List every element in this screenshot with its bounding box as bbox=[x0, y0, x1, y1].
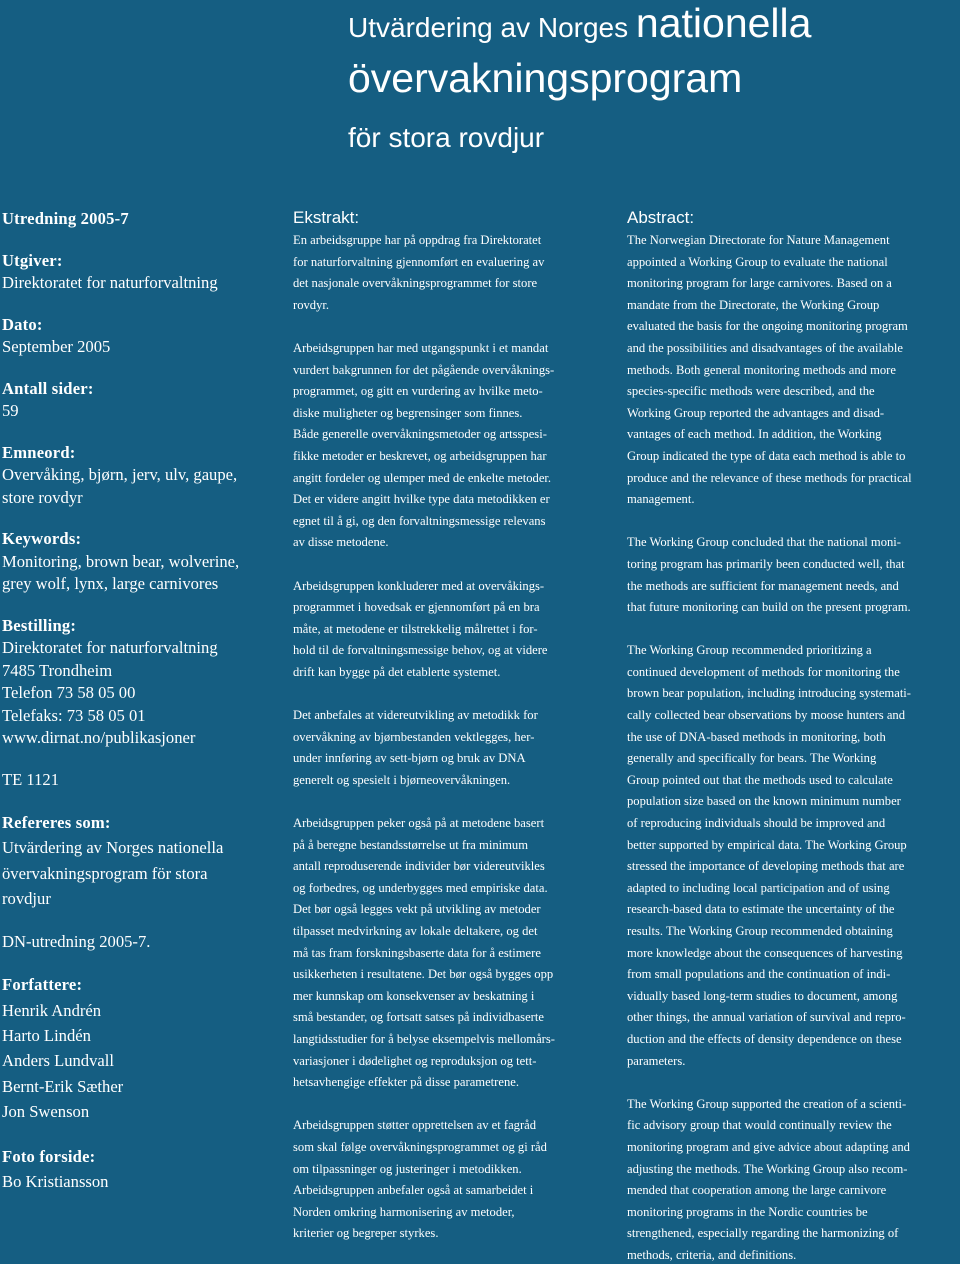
paragraph-line: overvåkning av bjørnbestanden vektlegges, her- bbox=[293, 729, 535, 744]
paragraph-line: monitoring programs in the Nordic countries be bbox=[627, 1204, 868, 1219]
paragraph-line: methods, criteria, and definitions. bbox=[627, 1247, 797, 1262]
paragraph-line: generally and specifically for bears. The Working bbox=[627, 751, 877, 766]
paragraph-line: Både generelle overvåkningsmetoder og artsspesi- bbox=[293, 427, 547, 442]
citation-line: övervakningsprogram för stora bbox=[2, 863, 208, 883]
abstract-heading: Abstract: bbox=[627, 208, 695, 227]
paragraph-line: management. bbox=[627, 492, 695, 507]
paragraph-line: the methods are sufficient for management needs, and bbox=[627, 578, 899, 593]
paragraph-line: results. The Working Group recommended obtaining bbox=[627, 924, 893, 938]
paragraph bbox=[293, 338, 593, 554]
extract-heading: Ekstrakt: bbox=[293, 208, 360, 227]
paragraph bbox=[627, 532, 957, 618]
paragraph-line: diske muligheter og begrensinger som finnes. bbox=[293, 405, 523, 420]
paragraph-line: vantages of each method. In addition, the Working bbox=[627, 427, 882, 442]
paragraph-line: om tilpassninger og justeringer i metodikken. bbox=[293, 1161, 522, 1176]
paragraph-line: other things, the annual variation of survival and repro- bbox=[627, 1010, 906, 1025]
paragraph-line: toring program has primarily been conducted well, that bbox=[627, 556, 905, 571]
ordering-website-link[interactable]: www.dirnat.no/publikasjoner bbox=[2, 728, 196, 747]
paragraph-line: som skal følge overvåkningsprogrammet og gi råd bbox=[293, 1139, 547, 1154]
paragraph-line: det nasjonale overvåkningsprogrammet for store bbox=[293, 276, 538, 291]
metadata-column bbox=[2, 208, 264, 1213]
paragraph-line: The Working Group concluded that the national moni- bbox=[627, 535, 901, 550]
report-series-label: Utredning 2005-7 bbox=[2, 209, 129, 228]
paragraph bbox=[627, 640, 957, 1072]
title-line-1-small: Utvärdering av Norges bbox=[348, 12, 629, 43]
paragraph-line: programmet, og gitt en vurdering av hvilke meto- bbox=[293, 384, 543, 399]
paragraph-line: The Working Group recommended prioritizing a bbox=[627, 643, 872, 658]
paragraph-line: usikkerheten i resultatene. Det bør også bygges opp bbox=[293, 967, 554, 982]
subject-words-label: Emneord: bbox=[2, 442, 76, 462]
paragraph-line: monitoring program and give advice about adapting and bbox=[627, 1139, 910, 1154]
date-block bbox=[2, 314, 264, 359]
paragraph-line: drift kan bygge på det etablerte systemet. bbox=[293, 664, 501, 679]
paragraph-line: langtidsstudier for å belyse eksempelvis mellomårs- bbox=[293, 1031, 555, 1046]
paragraph-line: the use of DNA-based methods in monitoring, both bbox=[627, 729, 886, 744]
document-title bbox=[348, 0, 960, 156]
paragraph-line: hetsavhengige effekter på disse parametrene. bbox=[293, 1075, 519, 1090]
photo-credit-value: Bo Kristiansson bbox=[2, 1171, 109, 1191]
photo-credit-label: Foto forside: bbox=[2, 1146, 96, 1166]
publisher-block bbox=[2, 250, 264, 295]
paragraph-line: må tas fram forskningsbaserte data for å estimere bbox=[293, 945, 541, 960]
title-line-1 bbox=[348, 0, 960, 48]
paragraph-line: adapted to including local participation and of using bbox=[627, 880, 890, 895]
paragraph bbox=[293, 1115, 593, 1245]
citation-line: Utvärdering av Norges nationella bbox=[2, 838, 224, 858]
ordering-block bbox=[2, 615, 264, 750]
author-name: Anders Lundvall bbox=[2, 1051, 114, 1071]
paragraph-line: duction and the effects of density dependence on these bbox=[627, 1031, 902, 1046]
paragraph-line: Det er videre angitt hvilke type data metodikken er bbox=[293, 492, 550, 507]
dn-report-block bbox=[2, 931, 264, 954]
paragraph-line: og forbedres, og underbygges med empiriske data. bbox=[293, 880, 548, 895]
paragraph-line: av disse metodene. bbox=[293, 535, 389, 550]
ordering-phone: Telefon 73 58 05 00 bbox=[2, 683, 136, 702]
paragraph-line: monitoring program for large carnivores. Based on a bbox=[627, 276, 892, 291]
dn-report-number: DN-utredning 2005-7. bbox=[2, 931, 151, 951]
paragraph-line: better supported by empirical data. The Working Group bbox=[627, 837, 907, 852]
paragraph-line: adjusting the methods. The Working Group also recom- bbox=[627, 1161, 908, 1176]
paragraph-line: evaluated the basis for the ongoing monitoring program bbox=[627, 319, 908, 334]
paragraph-line: from small populations and the continuation of indi- bbox=[627, 967, 891, 982]
paragraph-line: Group indicated the type of data each method is able to bbox=[627, 448, 906, 463]
date-label: Dato: bbox=[2, 314, 43, 334]
paragraph bbox=[293, 813, 593, 1094]
paragraph-line: Arbeidsgruppen konkluderer med at overvåkings- bbox=[293, 578, 545, 593]
abstract-column bbox=[627, 206, 957, 1264]
photo-credit-block bbox=[2, 1144, 264, 1195]
paragraph-line: rovdyr. bbox=[293, 297, 330, 312]
author-name: Harto Lindén bbox=[2, 1025, 91, 1045]
extract-body bbox=[293, 230, 593, 1245]
paragraph-line: Arbeidsgruppen støtter opprettelsen av et fagråd bbox=[293, 1118, 537, 1133]
paragraph-line: Det anbefales at videreutvikling av metodikk for bbox=[293, 708, 538, 723]
paragraph-line: egnet til å gi, og den forvaltningsmessige relevans bbox=[293, 513, 546, 528]
paragraph-line: antall reproduserende individer bør videreutvikles bbox=[293, 859, 545, 874]
subject-words-block bbox=[2, 442, 264, 510]
abstract-body bbox=[627, 230, 957, 1264]
report-series bbox=[2, 208, 264, 231]
paragraph-line: of reproducing individuals should be improved and bbox=[627, 816, 886, 831]
keywords-line: grey wolf, lynx, large carnivores bbox=[2, 574, 219, 593]
paragraph-line: appointed a Working Group to evaluate the national bbox=[627, 254, 888, 269]
ordering-line: Direktoratet for naturforvaltning bbox=[2, 638, 218, 657]
paragraph-line: strengthened, especially regarding the harmonizing of bbox=[627, 1226, 899, 1241]
paragraph-line: vidually based long-term studies to document, among bbox=[627, 988, 898, 1003]
paragraph-line: stressed the importance of developing methods that are bbox=[627, 859, 905, 874]
paragraph-line: på å beregne bestandsstørrelse ut fra minimum bbox=[293, 837, 529, 852]
paragraph-line: vurdert bakgrunnen for det pågående overvåknings- bbox=[293, 362, 555, 377]
te-number-block bbox=[2, 769, 264, 792]
ordering-label: Bestilling: bbox=[2, 615, 77, 635]
paragraph-line: programmet i hovedsak er gjennomført på en bra bbox=[293, 600, 540, 615]
title-line-3: för stora rovdjur bbox=[348, 122, 545, 153]
subject-words-line: Overvåking, bjørn, jerv, ulv, gaupe, bbox=[2, 465, 238, 484]
paragraph-line: parameters. bbox=[627, 1053, 686, 1068]
paragraph bbox=[293, 576, 593, 684]
subject-words-line: store rovdyr bbox=[2, 487, 83, 507]
paragraph-line: that future monitoring can build on the present program. bbox=[627, 600, 911, 615]
paragraph-line: The Working Group supported the creation of a scienti- bbox=[627, 1096, 907, 1111]
pages-block bbox=[2, 378, 264, 423]
title-line-1-big: nationella bbox=[635, 0, 812, 46]
citation-label: Refereres som: bbox=[2, 813, 111, 832]
paragraph-line: fic advisory group that would continually review the bbox=[627, 1118, 892, 1133]
paragraph-line: produce and the relevance of these methods for practical bbox=[627, 470, 912, 485]
extract-column bbox=[293, 206, 593, 1264]
paragraph-line: methods. Both general monitoring methods and more bbox=[627, 362, 896, 377]
paragraph-line: more knowledge about the consequences of harvesting bbox=[627, 945, 903, 960]
paragraph-line: Norden omkring harmonisering av metoder, bbox=[293, 1204, 515, 1219]
paragraph-line: Working Group reported the advantages and disad- bbox=[627, 405, 885, 420]
date-value: September 2005 bbox=[2, 337, 111, 356]
publisher-value: Direktoratet for naturforvaltning bbox=[2, 273, 218, 292]
publisher-label: Utgiver: bbox=[2, 250, 63, 270]
paragraph-line: population size based on the known minimum number bbox=[627, 794, 901, 809]
pages-value: 59 bbox=[2, 401, 19, 420]
paragraph-line: and the possibilities and disadvantages of the available bbox=[627, 340, 903, 355]
paragraph-line: brown bear population, including introducing systemati- bbox=[627, 686, 912, 701]
ordering-line: 7485 Trondheim bbox=[2, 660, 113, 680]
paragraph-line: kriterier og begreper styrkes. bbox=[293, 1226, 439, 1241]
paragraph-line: mandate from the Directorate, the Working Group bbox=[627, 297, 880, 312]
paragraph-line: hold til de forvaltningsmessige behov, og at videre bbox=[293, 643, 548, 658]
authors-block bbox=[2, 972, 264, 1124]
paragraph-line: under innføring av sett-bjørn og bruk av DNA bbox=[293, 751, 526, 766]
authors-label: Forfattere: bbox=[2, 975, 83, 995]
ordering-fax: Telefaks: 73 58 05 01 bbox=[2, 705, 146, 725]
paragraph-line: The Norwegian Directorate for Nature Management bbox=[627, 233, 890, 247]
paragraph-line: Arbeidsgruppen peker også på at metodene basert bbox=[293, 816, 545, 831]
keywords-label: Keywords: bbox=[2, 529, 82, 548]
paragraph-line: mended that cooperation among the large carnivore bbox=[627, 1183, 887, 1198]
author-name: Henrik Andrén bbox=[2, 1000, 102, 1020]
keywords-block bbox=[2, 528, 264, 596]
paragraph-line: tilpasset medvirkning av lokale deltakere, og det bbox=[293, 924, 538, 938]
paragraph-line: continued development of methods for monitoring the bbox=[627, 664, 900, 679]
title-line-2: övervakningsprogram bbox=[348, 55, 743, 101]
paragraph-line: Det bør også legges vekt på utvikling av metoder bbox=[293, 902, 541, 917]
paragraph-line: Group pointed out that the methods used to calculate bbox=[627, 772, 893, 787]
paragraph bbox=[627, 230, 957, 511]
paragraph-line: angitt fordeler og ulemper med de enkelte metoder. bbox=[293, 470, 552, 485]
te-number: TE 1121 bbox=[2, 769, 59, 789]
paragraph-line: mer kunnskap om konsekvenser av beskatning i bbox=[293, 988, 535, 1003]
paragraph bbox=[293, 230, 593, 316]
paragraph-line: måte, at metodene er tilstrekkelig målrettet i for- bbox=[293, 621, 538, 636]
paragraph-line: Arbeidsgruppen har med utgangspunkt i et mandat bbox=[293, 340, 549, 355]
citation-line: rovdjur bbox=[2, 889, 51, 909]
paragraph-line: fikke metoder er beskrevet, og arbeidsgruppen har bbox=[293, 448, 547, 463]
keywords-line: Monitoring, brown bear, wolverine, bbox=[2, 551, 240, 571]
author-name: Jon Swenson bbox=[2, 1102, 90, 1122]
citation-block bbox=[2, 810, 264, 912]
paragraph bbox=[293, 705, 593, 791]
paragraph-line: En arbeidsgruppe har på oppdrag fra Direktoratet bbox=[293, 233, 542, 247]
paragraph-line: generelt og spesielt i bjørneovervåkningen. bbox=[293, 772, 511, 787]
paragraph-line: species-specific methods were described, and the bbox=[627, 384, 875, 399]
pages-label: Antall sider: bbox=[2, 378, 94, 398]
paragraph-line: små bestander, og fortsatt satses på individbaserte bbox=[293, 1010, 544, 1025]
paragraph-line: research-based data to estimate the uncertainty of the bbox=[627, 902, 895, 917]
paragraph-line: Arbeidsgruppen anbefaler også at samarbeidet i bbox=[293, 1183, 534, 1198]
author-name: Bernt-Erik Sæther bbox=[2, 1076, 124, 1096]
paragraph-line: variasjoner i dødelighet og reproduksjon og tett- bbox=[293, 1053, 537, 1068]
paragraph-line: cally collected bear observations by moose hunters and bbox=[627, 708, 906, 723]
paragraph-line: for naturforvaltning gjennomført en evaluering av bbox=[293, 254, 545, 269]
paragraph bbox=[627, 1094, 957, 1264]
